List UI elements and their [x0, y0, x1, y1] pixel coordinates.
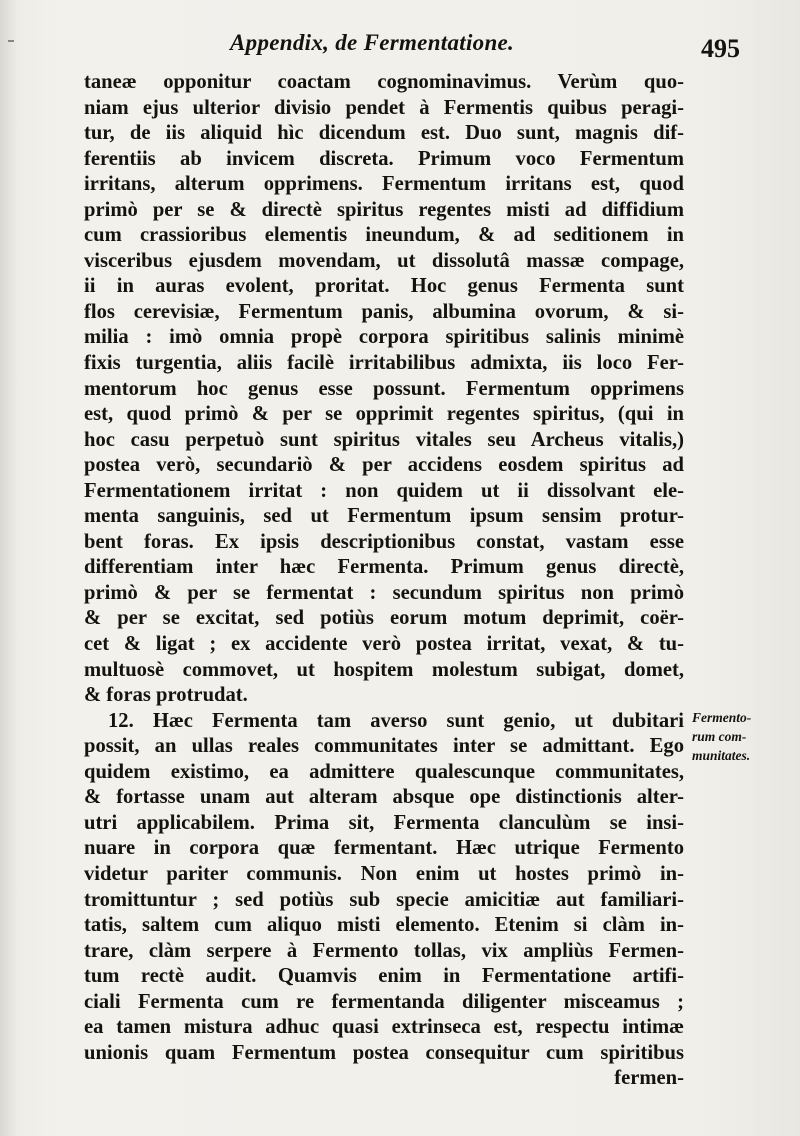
text-line: tatis, saltem cum aliquo misti elemento. Etenim si clàm in-	[84, 914, 684, 937]
text-line: ii in auras evolent, proritat. Hoc genus Fermenta sunt	[84, 275, 684, 298]
text-line: primò per se & directè spiritus regentes misti ad diffidium	[84, 198, 684, 221]
text-line: ciali Fermenta cum re fermentanda diligenter misceamus ;	[84, 990, 684, 1013]
marginal-note-line: Fermento-	[692, 710, 752, 725]
page-number: 495	[701, 34, 740, 63]
text-line: irritans, alterum opprimens. Fermentum irritans est, quod	[84, 173, 684, 196]
marginal-note-line: rum com-	[692, 729, 747, 744]
text-line: cum crassioribus elementis ineundum, & ad seditionem in	[84, 224, 684, 247]
text-line: ferentiis ab invicem discreta. Primum voco Fermentum	[84, 147, 684, 170]
text-line: niam ejus ulterior divisio pendet à Fermentis quibus peragi-	[84, 96, 684, 119]
text-line: fixis turgentia, aliis facilè irritabilibus admixta, iis loco Fer-	[84, 352, 684, 375]
text-line: quidem existimo, ea admittere qualescunque communitates,	[84, 760, 684, 783]
text-line: ea tamen mistura adhuc quasi extrinseca est, respectu intimæ	[84, 1016, 684, 1039]
marginal-note	[692, 708, 792, 765]
text-line: utri applicabilem. Prima sit, Fermenta clanculùm se insi-	[84, 811, 684, 834]
text-line: taneæ opponitur coactam cognominavimus. Verùm quo-	[84, 71, 684, 93]
text-line: est, quod primò & per se opprimit regentes spiritus, (qui in	[84, 403, 684, 426]
edge-mark	[8, 40, 14, 42]
body-text	[84, 70, 684, 1092]
text-line: trare, clàm serpere à Fermento tollas, vix ampliùs Fermen-	[84, 939, 684, 962]
text-line: visceribus ejusdem movendam, ut dissolutâ massæ compage,	[84, 249, 684, 272]
text-line: tromittuntur ; sed potiùs sub specie amicitiæ aut familiari-	[84, 888, 684, 911]
running-head: Appendix, de Fermentatione.	[230, 30, 515, 55]
text-line: tum rectè audit. Quamvis enim in Fermentatione artifi-	[84, 965, 684, 988]
text-line: nuare in corpora quæ fermentant. Hæc utrique Fermento	[84, 837, 684, 860]
text-line: flos cerevisiæ, Fermentum panis, albumina ovorum, & si-	[84, 300, 684, 323]
text-line: unionis quam Fermentum postea consequitur cum spiritibus	[84, 1041, 684, 1064]
marginal-note-line: munitates.	[692, 748, 751, 763]
text-line: menta sanguinis, sed ut Fermentum ipsum sensim protur-	[84, 505, 684, 528]
text-line: multuosè commovet, ut hospitem molestum subigat, domet,	[84, 658, 684, 681]
catchword: fermen-	[614, 1067, 684, 1090]
text-line: & fortasse unam aut alteram absque ope distinctionis alter-	[84, 786, 684, 809]
text-line: milia : imò omnia propè corpora spiritibus salinis minimè	[84, 326, 684, 349]
page-header	[80, 30, 740, 64]
text-line: postea verò, secundariò & per accidens eosdem spiritus ad	[84, 454, 684, 477]
text-line: primò & per se fermentat : secundum spiritus non primò	[84, 581, 684, 604]
text-line: cet & ligat ; ex accidente verò postea irritat, vexat, & tu-	[84, 633, 684, 656]
text-line: tur, de iis aliquid hìc dicendum est. Duo sunt, magnis dif-	[84, 122, 684, 145]
text-line: mentorum hoc genus esse possunt. Fermentum opprimens	[84, 377, 684, 400]
paragraph-start-line: 12. Hæc Fermenta tam averso sunt genio, ut dubitari	[108, 709, 684, 732]
text-line: hoc casu perpetuò sunt spiritus vitales seu Archeus vitalis,)	[84, 428, 684, 451]
text-line: bent foras. Ex ipsis descriptionibus constat, vastam esse	[84, 530, 684, 553]
text-line: videtur pariter communis. Non enim ut hostes primò in-	[84, 862, 684, 885]
text-line: & per se excitat, sed potiùs eorum motum deprimit, coër-	[84, 607, 684, 630]
text-line: Fermentationem irritat : non quidem ut ii dissolvant ele-	[84, 479, 684, 502]
text-line: differentiam inter hæc Fermenta. Primum genus directè,	[84, 556, 684, 579]
text-line: & foras protrudat.	[84, 684, 248, 707]
text-line: possit, an ullas reales communitates inter se admittant. Ego	[84, 735, 684, 758]
